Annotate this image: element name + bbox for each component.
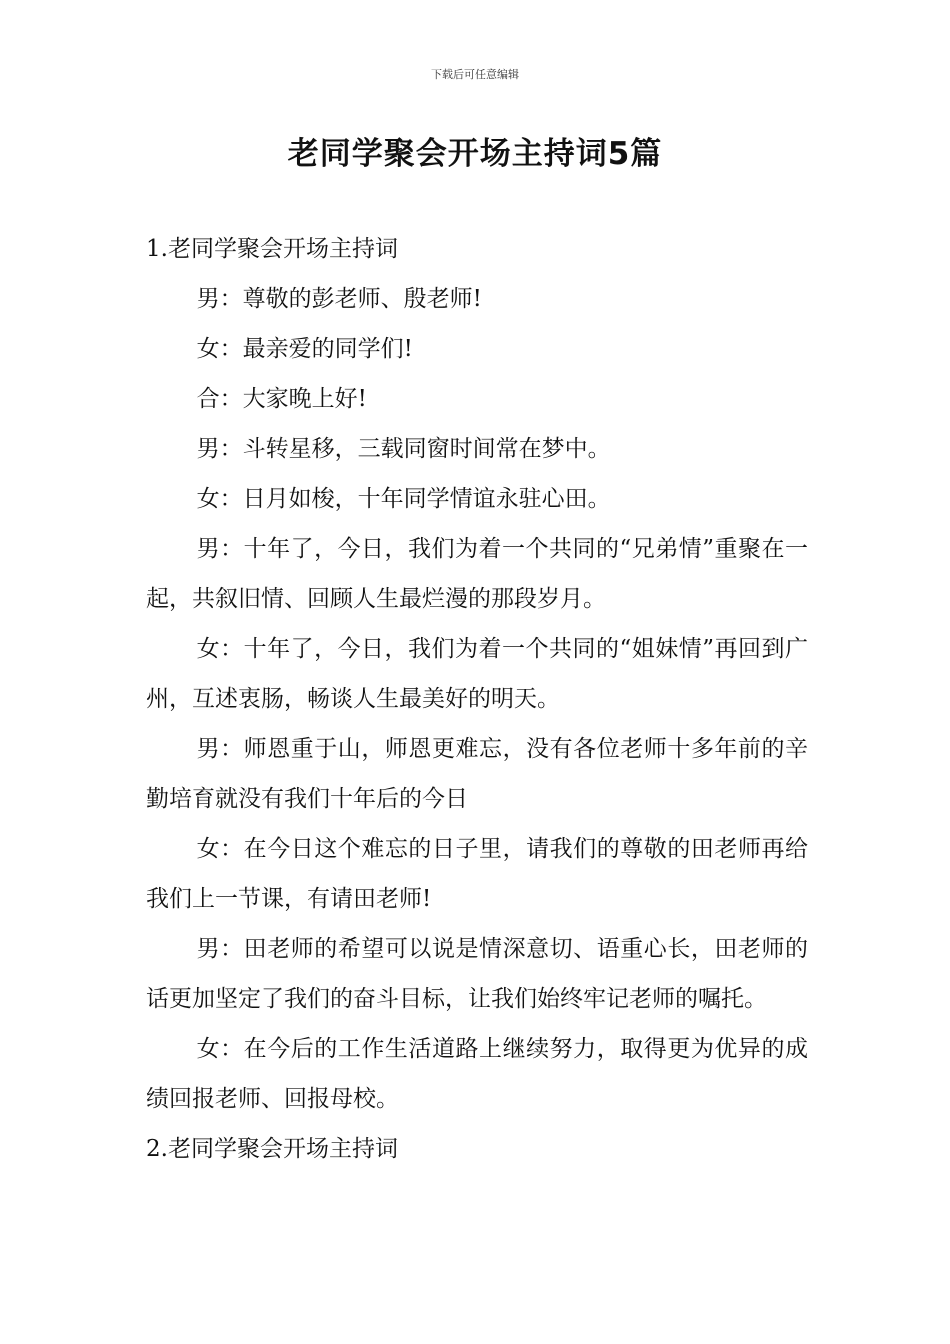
paragraph: 男：师恩重于山，师恩更难忘，没有各位老师十多年前的辛勤培育就没有我们十年后的今日 [146, 736, 808, 812]
paragraph: 男：尊敬的彭老师、殷老师! [196, 286, 482, 312]
paragraph: 女：在今日这个难忘的日子里，请我们的尊敬的田老师再给我们上一节课，有请田老师! [146, 836, 808, 912]
document-body [146, 224, 808, 1174]
header-note: 下载后可任意编辑 [431, 68, 519, 81]
paragraph: 男：十年了，今日，我们为着一个共同的“兄弟情”重聚在一起，共叙旧情、回顾人生最烂漫的那段岁月。 [146, 536, 808, 612]
paragraph: 男：斗转星移，三载同窗时间常在梦中。 [196, 436, 611, 462]
section-heading: 1.老同学聚会开场主持词 [146, 236, 398, 262]
section-heading: 2.老同学聚会开场主持词 [146, 1136, 398, 1162]
paragraph: 合：大家晚上好! [196, 386, 367, 412]
document-title: 老同学聚会开场主持词5篇 [287, 136, 663, 172]
paragraph: 女：十年了，今日，我们为着一个共同的“姐妹情”再回到广州，互述衷肠，畅谈人生最美好的明天。 [146, 636, 808, 712]
paragraph: 男：田老师的希望可以说是情深意切、语重心长，田老师的话更加坚定了我们的奋斗目标，让我们始终牢记老师的嘱托。 [146, 936, 808, 1012]
paragraph: 女：最亲爱的同学们! [196, 336, 413, 362]
paragraph: 女：在今后的工作生活道路上继续努力，取得更为优异的成绩回报老师、回报母校。 [146, 1036, 808, 1112]
paragraph: 女：日月如梭，十年同学情谊永驻心田。 [196, 486, 611, 512]
